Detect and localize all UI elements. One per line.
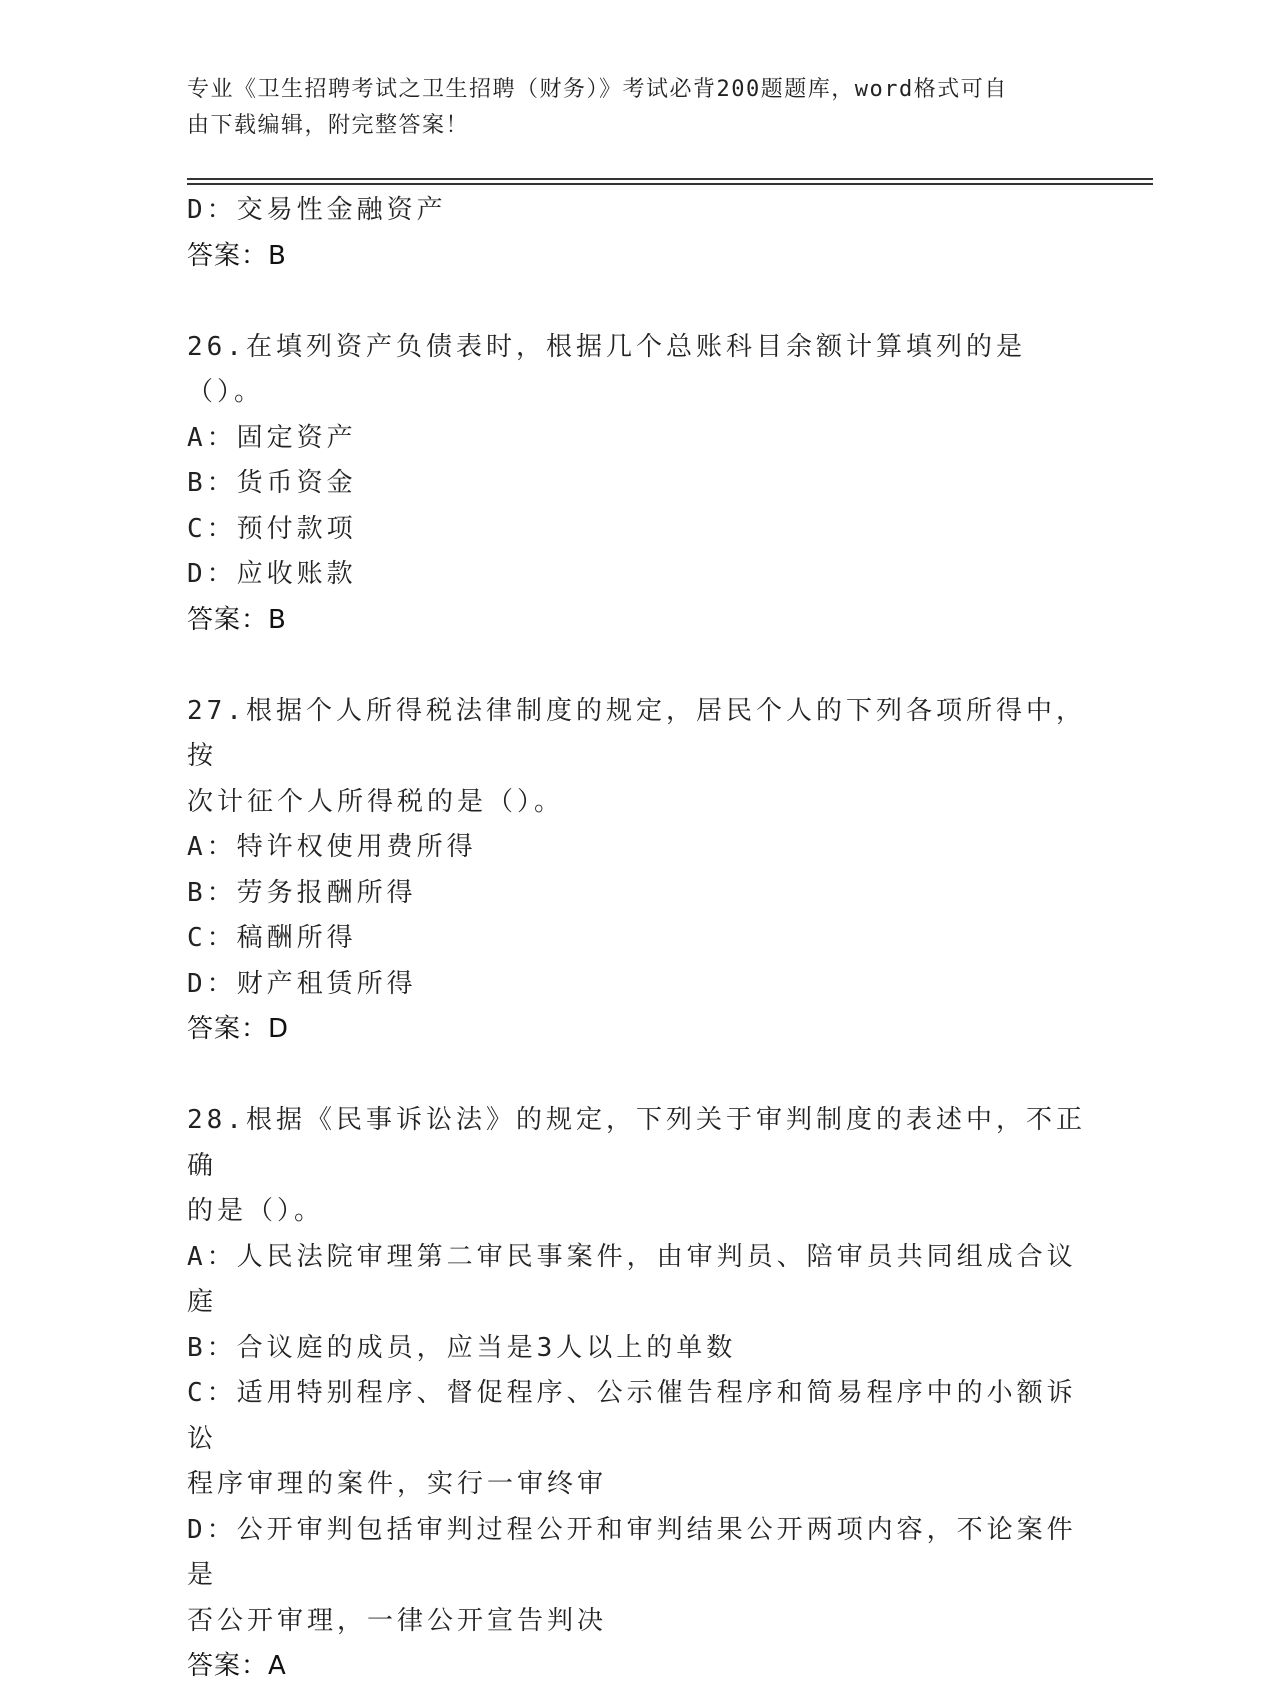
option-b: B：合议庭的成员，应当是3人以上的单数 <box>187 1332 737 1363</box>
question-stem: 26.在填列资产负债表时，根据几个总账科目余额计算填列的是（）。 <box>187 331 1026 407</box>
question-stem: 27.根据个人所得税法律制度的规定，居民个人的下列各项所得中，按 <box>187 695 1086 771</box>
option-b: B：货币资金 <box>187 468 357 498</box>
spacer <box>187 1053 1087 1099</box>
header-line-1: 专业《卫生招聘考试之卫生招聘（财务）》考试必背200题题库，word格式可自 <box>187 77 1008 102</box>
carryover-block <box>187 188 1087 279</box>
document-header <box>187 72 1067 144</box>
answer-line: 答案：B <box>187 604 287 635</box>
header-line-2: 由下载编辑，附完整答案！ <box>187 113 470 138</box>
header-rule-bottom <box>187 183 1153 185</box>
question-stem-continued: 次计征个人所得税的是（）。 <box>187 786 565 817</box>
option-c-continued: 程序审理的案件，实行一审终审 <box>187 1469 608 1499</box>
question-stem: 28.根据《民事诉讼法》的规定，下列关于审判制度的表述中，不正确 <box>187 1105 1086 1181</box>
question-26 <box>187 325 1087 644</box>
spacer <box>187 279 1087 325</box>
question-28 <box>187 1098 1087 1690</box>
question-27 <box>187 689 1087 1053</box>
option-c: C：适用特别程序、督促程序、公示催告程序和简易程序中的小额诉讼 <box>187 1378 1077 1454</box>
option-c: C：稿酬所得 <box>187 923 357 953</box>
option-a: A：人民法院审理第二审民事案件，由审判员、陪审员共同组成合议庭 <box>187 1241 1077 1317</box>
option-d: D：应收账款 <box>187 559 357 589</box>
spacer <box>187 643 1087 689</box>
option-a: A：固定资产 <box>187 422 357 453</box>
option-d-continued: 否公开审理，一律公开宣告判决 <box>187 1605 608 1636</box>
option-d: D：财产租赁所得 <box>187 968 417 999</box>
answer-line: 答案：A <box>187 1651 287 1681</box>
header-rule-top <box>187 178 1153 180</box>
question-content <box>187 188 1087 1690</box>
option-a: A：特许权使用费所得 <box>187 832 477 862</box>
answer-line: 答案：B <box>187 240 287 271</box>
option-c: C：预付款项 <box>187 513 357 544</box>
question-stem-continued: 的是（）。 <box>187 1196 325 1226</box>
option-b: B：劳务报酬所得 <box>187 877 417 908</box>
answer-line: 答案：D <box>187 1014 290 1044</box>
option-d: D：交易性金融资产 <box>187 195 447 225</box>
option-d: D：公开审判包括审判过程公开和审判结果公开两项内容，不论案件是 <box>187 1514 1077 1590</box>
